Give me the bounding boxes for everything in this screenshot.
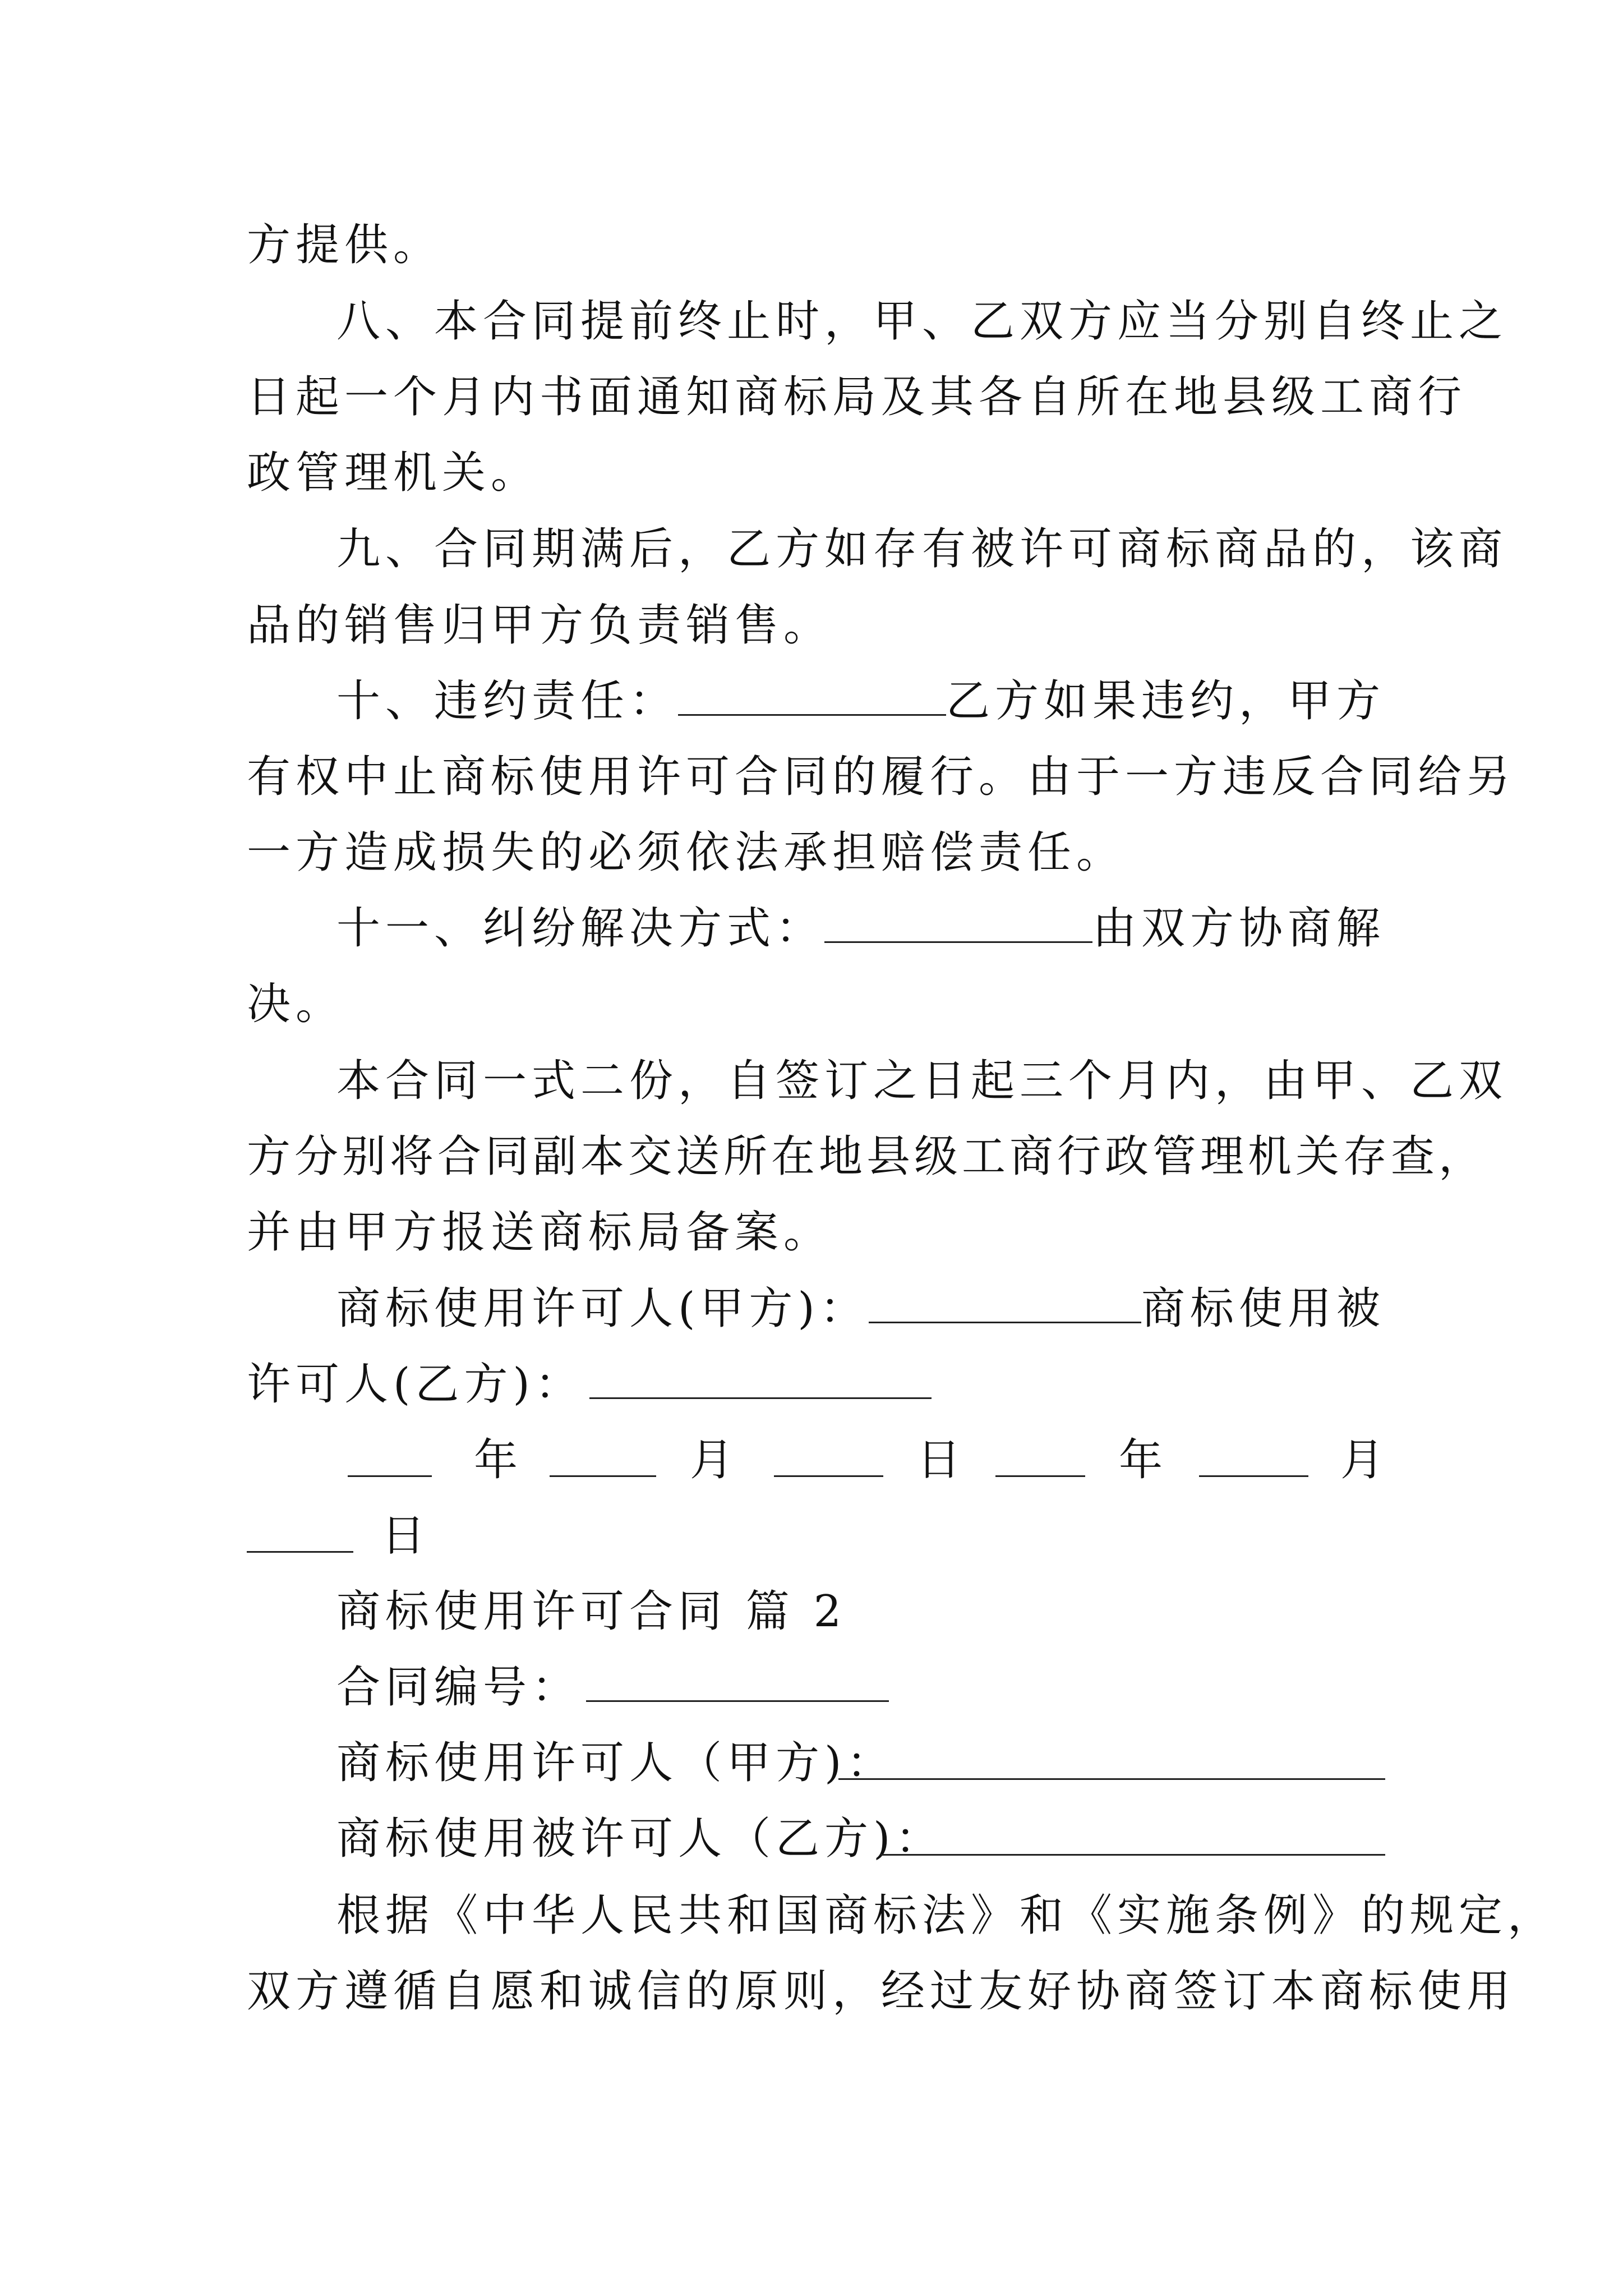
month-label-2: 月 [1340, 1435, 1390, 1485]
month-blank-2[interactable] [1199, 1436, 1308, 1477]
section-heading [336, 1575, 1385, 1648]
text-line [247, 209, 1385, 282]
date-line [348, 1424, 1390, 1497]
text-line [247, 1955, 1516, 2028]
month-blank-1[interactable] [550, 1436, 656, 1477]
breach-text: 乙方如果违约，甲方 [946, 676, 1385, 726]
day-label-1: 日 [917, 1435, 966, 1485]
text-line [247, 1196, 1385, 1269]
text-line [247, 968, 1385, 1041]
text: 决。 [247, 979, 345, 1029]
licensor-line-2 [336, 1727, 1385, 1800]
text-line-dispute [336, 892, 1385, 965]
text: 政管理机关。 [247, 448, 540, 498]
text: 本合同一式二份，自签订之日起三个月内，由甲、乙双 [336, 1056, 1508, 1106]
dispute-blank[interactable] [824, 902, 1092, 943]
text: 根据《中华人民共和国商标法》和《实施条例》的规定， [336, 1890, 1557, 1941]
dispute-text: 由双方协商解 [1092, 903, 1385, 954]
text: 双方遵循自愿和诚信的原则，经过友好协商签订本商标使用 [247, 1966, 1516, 2017]
text-line-breach [336, 665, 1385, 738]
text-line [336, 513, 1508, 586]
text-line [247, 589, 1385, 662]
licensee-label-start: 商标使用被 [1141, 1283, 1385, 1334]
text-line [336, 1045, 1508, 1117]
contract-number-blank[interactable] [586, 1661, 889, 1702]
text-line [247, 1120, 1487, 1193]
text-line [247, 436, 1385, 509]
text: 日起一个月内书面通知商标局及其各自所在地县级工商行 [247, 372, 1467, 422]
text: 方分别将合同副本交送所在地县级工商行政管理机关存查， [247, 1131, 1487, 1182]
day-label-2: 日 [381, 1511, 431, 1561]
year-blank-2[interactable] [995, 1436, 1085, 1477]
text: 八、本合同提前终止时，甲、乙双方应当分别自终止之 [336, 296, 1508, 347]
section-title: 商标使用许可合同 篇 2 [336, 1586, 847, 1637]
text: 九、合同期满后，乙方如存有被许可商标商品的，该商 [336, 524, 1508, 574]
licensor-label: 商标使用许可人(甲方)： [336, 1283, 869, 1334]
text: 有权中止商标使用许可合同的履行。由于一方违反合同给另 [247, 752, 1516, 802]
day-blank-1[interactable] [774, 1436, 883, 1477]
licensee-blank[interactable] [589, 1358, 932, 1399]
month-label-1: 月 [690, 1435, 739, 1485]
contract-number-label: 合同编号： [336, 1662, 581, 1713]
text-line-licensee [247, 1348, 1385, 1421]
dispute-label: 十一、纠纷解决方式： [336, 903, 825, 954]
text-line [247, 361, 1467, 434]
date-line-continued [247, 1499, 1385, 1572]
licensor-blank-2[interactable] [838, 1739, 1385, 1780]
licensee-line-2 [336, 1802, 1385, 1875]
licensee-label-end: 许可人(乙方)： [247, 1359, 584, 1410]
year-label-2: 年 [1119, 1435, 1168, 1485]
day-blank-2[interactable] [247, 1512, 353, 1553]
text: 方提供。 [247, 220, 442, 270]
licensor-blank[interactable] [869, 1282, 1141, 1323]
text: 品的销售归甲方负责销售。 [247, 600, 833, 651]
breach-blank[interactable] [678, 675, 946, 716]
year-blank-1[interactable] [348, 1436, 432, 1477]
text-line [336, 285, 1508, 358]
licensee-blank-2[interactable] [880, 1815, 1385, 1856]
text: 一方造成损失的必须依法承担赔偿责任。 [247, 827, 1126, 878]
licensee-label-2: 商标使用被许可人（乙方)： [336, 1814, 944, 1864]
text: 并由甲方报送商标局备案。 [247, 1207, 833, 1258]
year-label-1: 年 [474, 1435, 523, 1485]
breach-label: 十、违约责任： [336, 676, 679, 726]
contract-number-line [336, 1651, 1385, 1724]
licensor-label-2: 商标使用许可人（甲方)： [336, 1738, 896, 1788]
text-line [336, 1879, 1557, 1952]
text-line [247, 740, 1516, 813]
text-line [247, 816, 1385, 889]
text-line-licensor [336, 1272, 1385, 1345]
